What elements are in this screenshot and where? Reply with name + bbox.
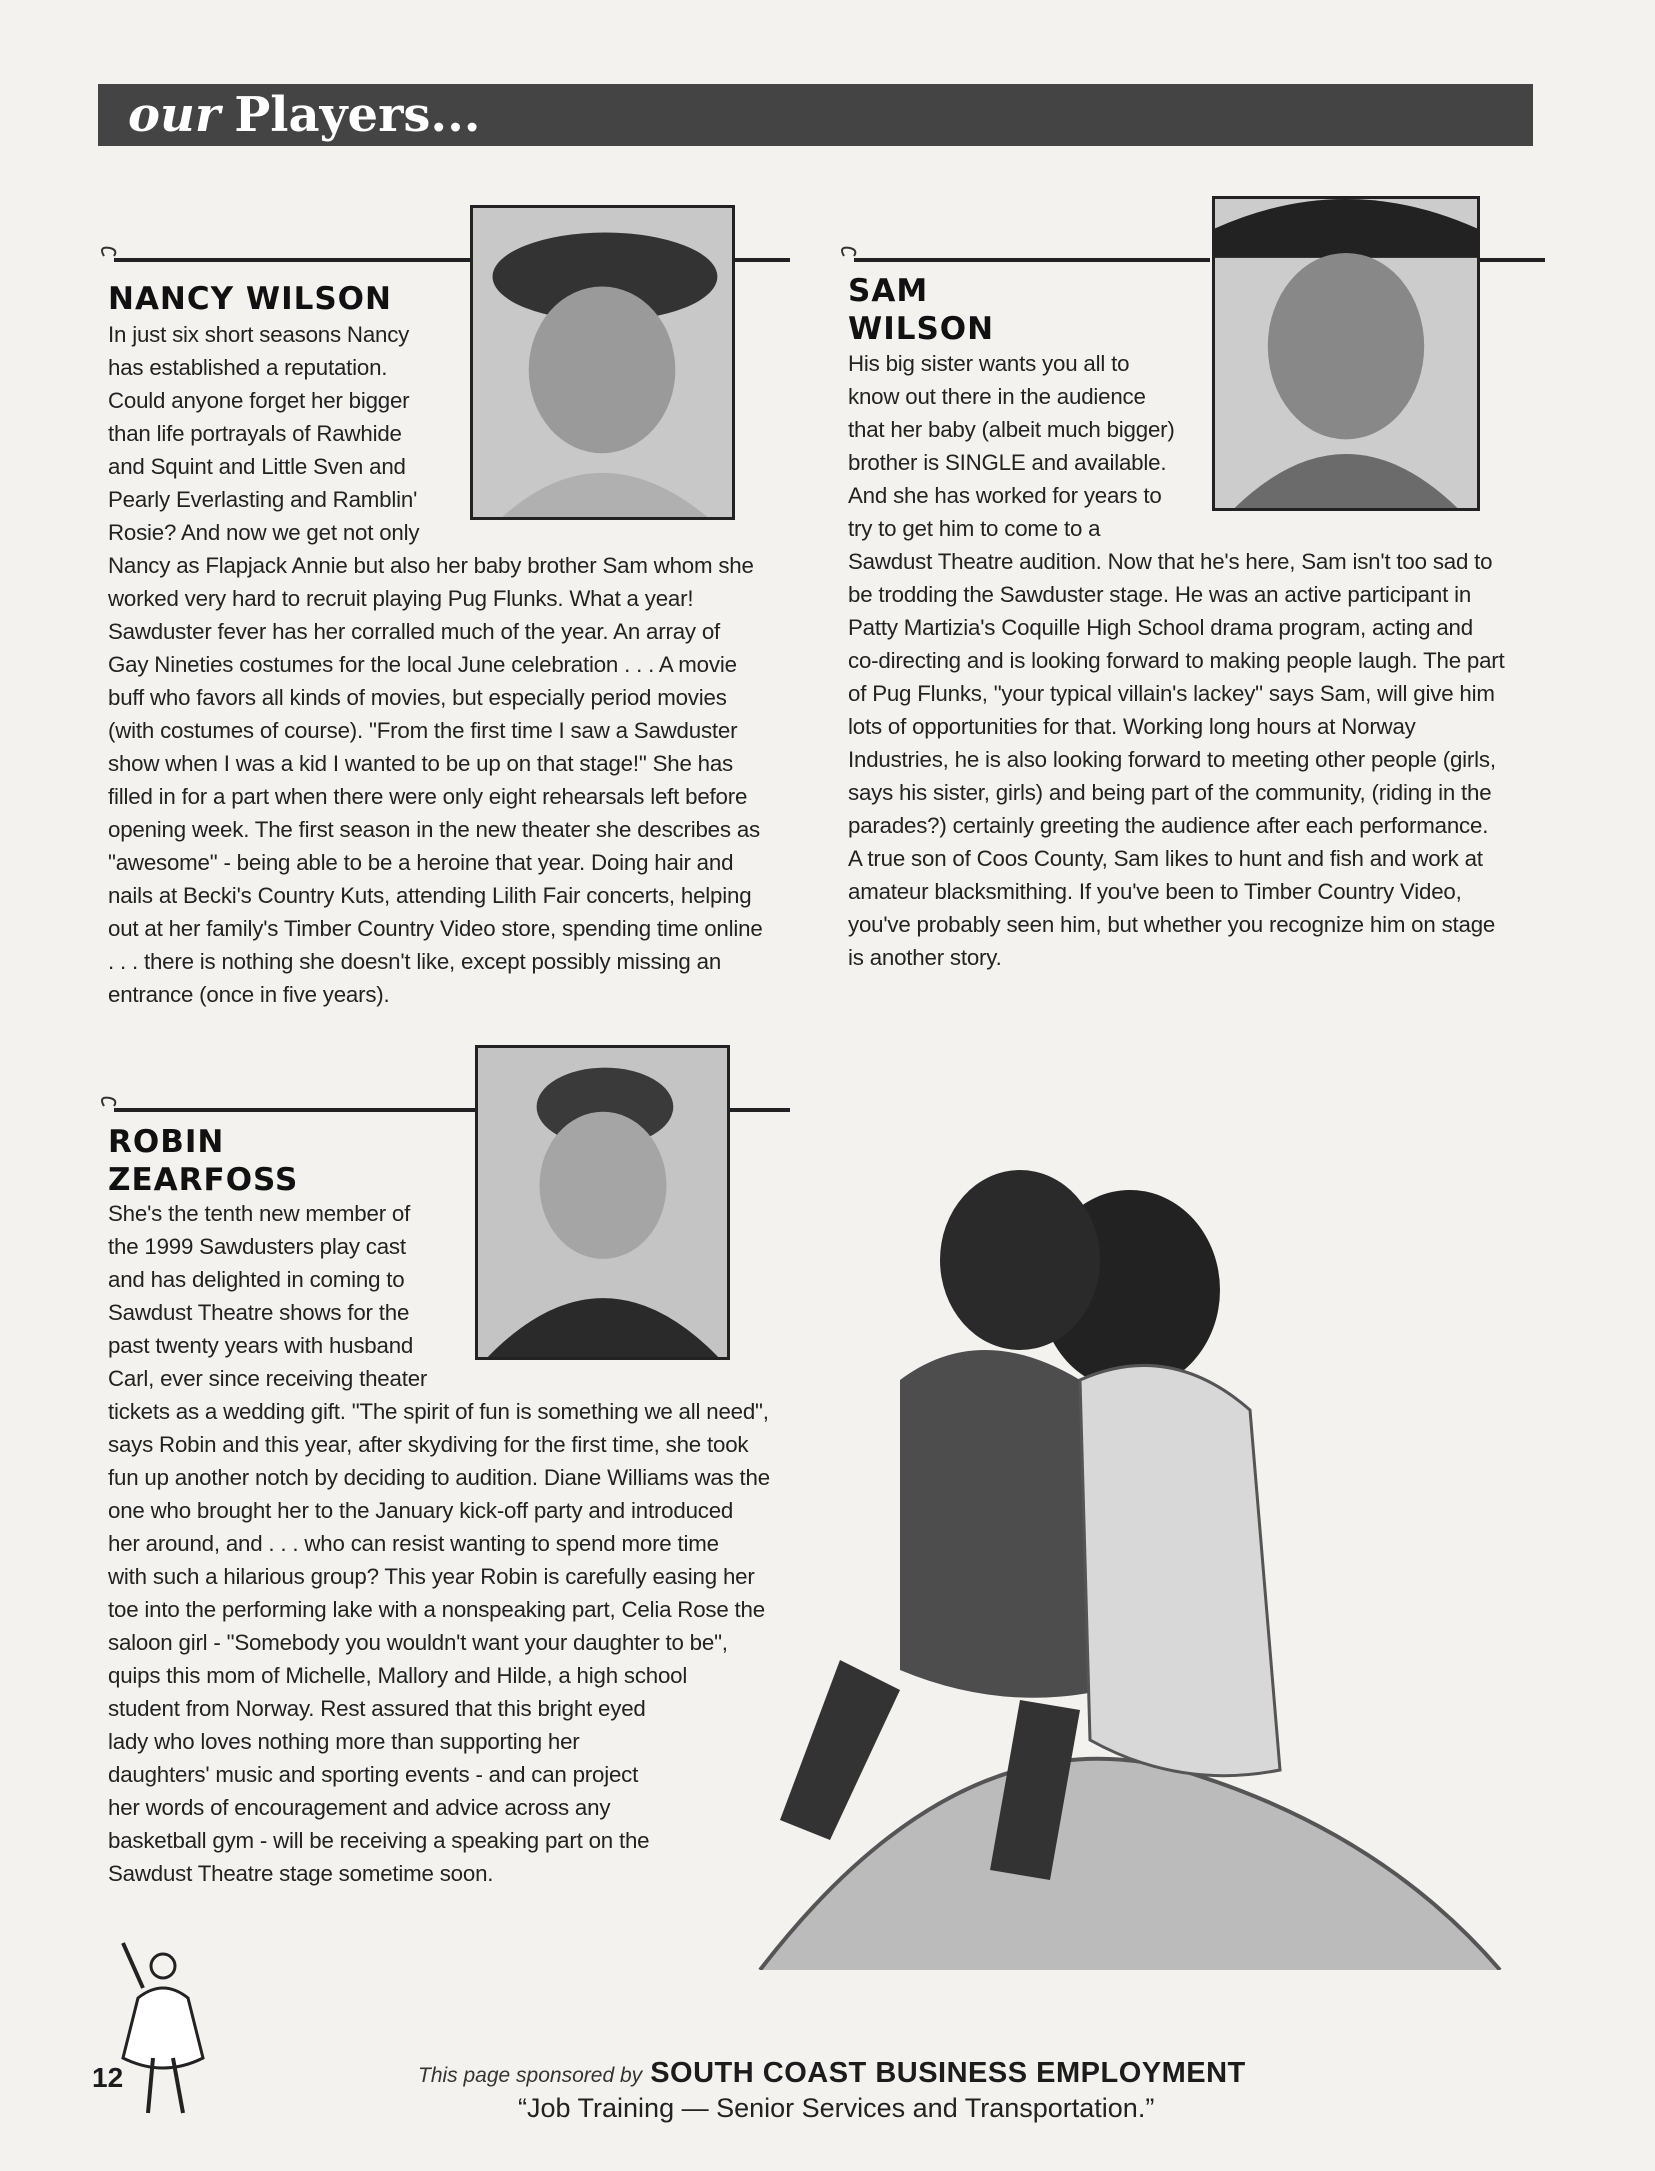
bio-line: Rosie? And now we get not only [108,520,420,545]
sponsor-tagline: “Job Training — Senior Services and Transportation.” [518,2093,1155,2123]
bio-line: daughters' music and sporting events - and can project [108,1762,639,1787]
bio-line: parades?) certainly greeting the audience after each performance. [848,813,1489,838]
bio-line: A true son of Coos County, Sam likes to hunt and fish and work at [848,846,1483,871]
bio-line: with such a hilarious group? This year Robin is carefully easing her [108,1564,755,1589]
bio-line: Sawduster fever has her corralled much of the year. An array of [108,619,721,644]
dancer-illustration [108,1938,218,2128]
bio-line: Industries, he is also looking forward to meeting other people (girls, [848,747,1496,772]
bio-line: worked very hard to recruit playing Pug Flunks. What a year! [108,586,694,611]
bio-line: opening week. The first season in the new theater she describes as [108,817,760,842]
bio-line: says Robin and this year, after skydiving for the first time, she took [108,1432,749,1457]
bio-line: of Pug Flunks, "your typical villain's lackey" says Sam, will give him [848,681,1495,706]
player-name-robin [108,1123,298,1199]
bio-line: Nancy as Flapjack Annie but also her baby brother Sam whom she [108,553,754,578]
player-name-sam [848,272,994,348]
title-prefix: our [128,87,221,143]
bio-line: Could anyone forget her bigger [108,388,410,413]
player-bio-sam [848,347,1505,974]
bio-line: Carl, ever since receiving theater [108,1366,428,1391]
player-name-line: NANCY WILSON [108,281,392,317]
bio-line: Sawdust Theatre shows for the [108,1300,410,1325]
bio-line: and has delighted in coming to [108,1267,405,1292]
bio-line: His big sister wants you all to [848,351,1130,376]
bio-line: nails at Becki's Country Kuts, attending Lilith Fair concerts, helping [108,883,752,908]
bio-line: tickets as a wedding gift. "The spirit of fun is something we all need", [108,1399,769,1424]
player-bio-nancy [108,318,763,1011]
player-name-line: ROBIN [108,1124,225,1160]
bio-line: Sawdust Theatre stage sometime soon. [108,1861,494,1886]
player-name-line: SAM [848,273,929,309]
couple-illustration [720,1140,1510,1970]
bio-line: toe into the performing lake with a nonspeaking part, Celia Rose the [108,1597,765,1622]
bio-line: basketball gym - will be receiving a speaking part on the [108,1828,650,1853]
bio-line: that her baby (albeit much bigger) [848,417,1175,442]
bio-line: lots of opportunities for that. Working long hours at Norway [848,714,1416,739]
bio-line: student from Norway. Rest assured that this bright eyed [108,1696,646,1721]
bio-line: you've probably seen him, but whether you recognize him on stage [848,912,1496,937]
bio-line: lady who loves nothing more than supporting her [108,1729,580,1754]
bio-line: entrance (once in five years). [108,982,390,1007]
bio-line: In just six short seasons Nancy [108,322,410,347]
bio-line: She's the tenth new member of [108,1201,411,1226]
player-name-line: WILSON [848,311,995,347]
player-name-line: ZEARFOSS [108,1162,299,1198]
bio-line: try to get him to come to a [848,516,1101,541]
section-header [98,84,1533,146]
bio-line: quips this mom of Michelle, Mallory and Hilde, a high school [108,1663,688,1688]
bio-line: know out there in the audience [848,384,1146,409]
bio-line: than life portrayals of Rawhide [108,421,402,446]
player-bio-robin [108,1197,770,1890]
bio-line: saloon girl - "Somebody you wouldn't want your daughter to be", [108,1630,728,1655]
bio-line: co-directing and is looking forward to making people laugh. The part [848,648,1505,673]
bio-line: Patty Martizia's Coquille High School drama program, acting and [848,615,1473,640]
bio-line: and Squint and Little Sven and [108,454,406,479]
bio-line: brother is SINGLE and available. [848,450,1167,475]
page-number: 12 [92,2062,124,2093]
bio-line: Gay Nineties costumes for the local June celebration . . . A movie [108,652,737,677]
bio-line: fun up another notch by deciding to audition. Diane Williams was the [108,1465,770,1490]
bio-line: amateur blacksmithing. If you've been to Timber Country Video, [848,879,1462,904]
bio-line: has established a reputation. [108,355,388,380]
bio-line: the 1999 Sawdusters play cast [108,1234,406,1259]
sponsor-line [418,2057,1246,2090]
bio-line: says his sister, girls) and being part of the community, (riding in the [848,780,1492,805]
bio-line: Sawdust Theatre audition. Now that he's here, Sam isn't too sad to [848,549,1493,574]
player-name-nancy [108,280,392,318]
bio-line: is another story. [848,945,1002,970]
bio-line: out at her family's Timber Country Video store, spending time online [108,916,763,941]
bio-line: buff who favors all kinds of movies, but especially period movies [108,685,727,710]
title-main: Players... [234,87,481,143]
bio-line: . . . there is nothing she doesn't like, except possibly missing an [108,949,722,974]
bio-line: "awesome" - being able to be a heroine that year. Doing hair and [108,850,734,875]
bio-line: one who brought her to the January kick-off party and introduced [108,1498,734,1523]
page-title [128,84,1533,146]
bio-line: her around, and . . . who can resist wanting to spend more time [108,1531,719,1556]
bio-line: (with costumes of course). "From the first time I saw a Sawduster [108,718,738,743]
bio-line: past twenty years with husband [108,1333,414,1358]
bio-line: show when I was a kid I wanted to be up on that stage!" She has [108,751,733,776]
bio-line: Pearly Everlasting and Ramblin' [108,487,418,512]
bio-line: her words of encouragement and advice across any [108,1795,611,1820]
sponsor-prefix: This page sponsored by [418,2064,643,2087]
bio-line: And she has worked for years to [848,483,1162,508]
sponsor-name: SOUTH COAST BUSINESS EMPLOYMENT [650,2057,1246,2089]
bio-line: be trodding the Sawduster stage. He was an active participant in [848,582,1472,607]
bio-line: filled in for a part when there were only eight rehearsals left before [108,784,748,809]
